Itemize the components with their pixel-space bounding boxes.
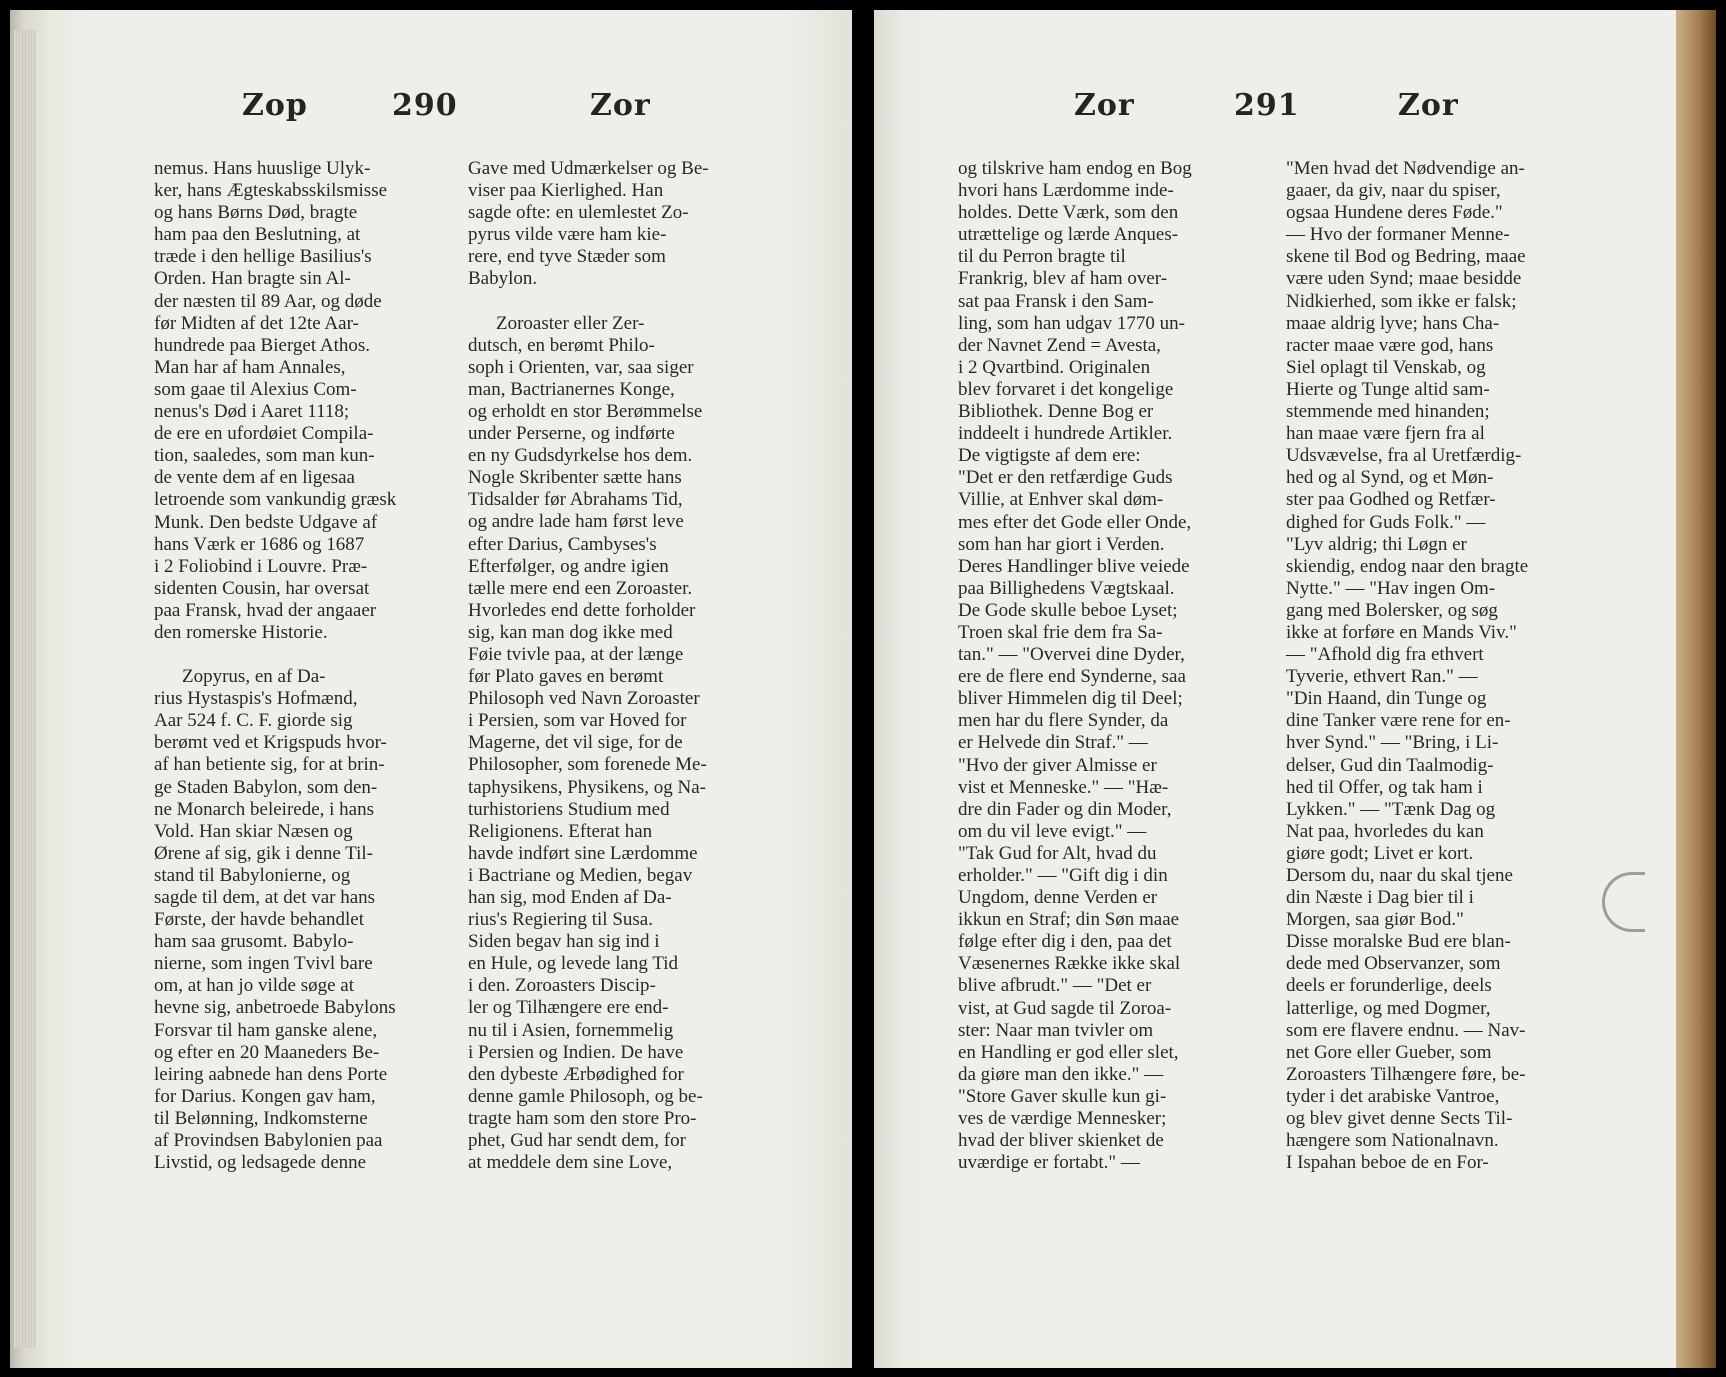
text-line: og erholdt en stor Berømmelse — [468, 400, 703, 422]
text-line: hængere som Nationalnavn. — [1286, 1130, 1499, 1152]
text-line: ker, hans Ægteskabsskilsmisse — [154, 180, 388, 202]
text-column-left — [154, 158, 451, 1174]
text-line: inddeelt i hundrede Artikler. — [958, 423, 1173, 445]
pencil-mark — [1602, 872, 1645, 932]
text-line: hed til Offer, og tak ham i — [1286, 776, 1483, 798]
text-line: ikkun en Straf; din Søn maae — [958, 909, 1180, 931]
text-line: Philosoph ved Navn Zoroaster — [468, 688, 700, 710]
text-line: hvad der bliver skienket de — [958, 1130, 1164, 1152]
text-line: ham paa den Beslutning, at — [154, 224, 361, 246]
text-line: Man har af ham Annales, — [154, 356, 346, 378]
text-line: en Handling er god eller slet, — [958, 1041, 1179, 1063]
text-line: utrættelige og lærde Anques- — [958, 224, 1179, 246]
text-line: De Gode skulle beboe Lyset; — [958, 599, 1178, 621]
text-line: bliver Himmelen dig til Deel; — [958, 688, 1183, 710]
text-line: "Store Gaver skulle kun gi- — [958, 1085, 1167, 1107]
text-line: racter maae være god, hans — [1286, 334, 1494, 356]
text-line: ster: Naar man tvivler om — [958, 1019, 1154, 1041]
text-line: Efterfølger, og andre igien — [468, 555, 669, 577]
text-line: i Persien, som var Hoved for — [468, 710, 687, 732]
text-line: leiring aabnede han dens Porte — [154, 1063, 388, 1085]
text-line: hevne sig, anbetroede Babylons — [154, 997, 396, 1019]
text-line: Zoroaster eller Zer- — [496, 312, 645, 334]
text-line: dighed for Guds Folk." — — [1286, 511, 1486, 533]
text-line: nenus's Død i Aaret 1118; — [154, 401, 350, 423]
text-line: sagde ofte: en ulemlestet Zo- — [468, 202, 689, 224]
text-line: rius's Regiering til Susa. — [468, 909, 653, 931]
text-line: hvori hans Lærdomme inde- — [958, 180, 1174, 202]
text-line: den romerske Historie. — [154, 621, 328, 643]
text-line: "Tak Gud for Alt, hvad du — [958, 842, 1157, 864]
text-line: hundrede paa Bierget Athos. — [154, 334, 370, 356]
text-column-right — [468, 158, 765, 1174]
text-line: tion, saaledes, som man kun- — [154, 445, 375, 467]
text-line: uværdige er fortabt." — — [958, 1152, 1140, 1174]
text-line: Hvorledes end dette forholder — [468, 599, 696, 621]
text-line: sagde til dem, at det var hans — [154, 887, 376, 908]
text-line: til du Perron bragte til — [958, 246, 1126, 268]
text-line: om du vil leve evigt." — — [958, 820, 1147, 842]
text-line: under Perserne, og indførte — [468, 423, 675, 445]
text-line: i Persien og Indien. De have — [468, 1041, 684, 1063]
text-line: nu til i Asien, fornemmelig — [468, 1019, 674, 1041]
text-line: Nogle Skribenter sætte hans — [468, 467, 682, 489]
text-line: — "Afhold dig fra ethvert — [1286, 644, 1484, 666]
text-line: nemus. Hans huuslige Ulyk- — [154, 158, 371, 179]
text-line: Zopyrus, en af Da- — [182, 666, 326, 688]
text-line: han maae være fjern fra al — [1286, 423, 1485, 445]
text-line: skiendig, endog naar den bragte — [1286, 555, 1529, 577]
text-line: han sig, mod Enden af Da- — [468, 887, 672, 908]
page-number: 290 — [392, 88, 458, 123]
text-line: en Hule, og levede lang Tid — [468, 953, 679, 975]
text-line: Zoroasters Tilhængere føre, be- — [1286, 1063, 1526, 1085]
text-line: Siden begav han sig ind i — [468, 931, 660, 953]
text-line: tælle mere end een Zoroaster. — [468, 577, 693, 599]
running-head-right: Zor — [1398, 88, 1459, 123]
text-line: tragte ham som den store Pro- — [468, 1107, 697, 1129]
text-line: dre din Fader og din Moder, — [958, 798, 1172, 820]
text-line: berømt ved et Krigspuds hvor- — [154, 732, 387, 754]
text-line: ge Staden Babylon, som den- — [154, 776, 378, 798]
text-line: og efter en 20 Maaneders Be- — [154, 1041, 380, 1063]
text-line: Vold. Han skiar Næsen og — [154, 820, 353, 842]
text-line: før Plato gaves en berømt — [468, 666, 664, 688]
text-line: holdes. Dette Værk, som den — [958, 202, 1179, 224]
running-head-left: Zop — [242, 88, 308, 123]
text-line: latterlige, og med Dogmer, — [1286, 997, 1491, 1019]
page-edge-stack — [14, 30, 36, 1348]
text-line: Hierte og Tunge altid sam- — [1286, 378, 1490, 400]
text-line: som han har giort i Verden. — [958, 533, 1165, 555]
paragraph-gave — [468, 158, 765, 291]
text-line: rere, end tyve Stæder som — [468, 246, 666, 268]
paragraph-zopyrus — [154, 666, 451, 1174]
text-line: "Hvo der giver Almisse er — [958, 754, 1157, 776]
text-line: der næsten til 89 Aar, og døde — [154, 290, 382, 312]
text-line: Ørene af sig, gik i denne Til- — [154, 842, 374, 864]
text-line: Lykken." — "Tænk Dag og — [1286, 798, 1496, 820]
text-line: Livstid, og ledsagede denne — [154, 1152, 367, 1174]
running-head-right: Zor — [590, 88, 651, 123]
text-line: en ny Gudsdyrkelse hos dem. — [468, 445, 693, 467]
text-line: giøre godt; Livet er kort. — [1286, 842, 1474, 864]
text-line: Ungdom, denne Verden er — [958, 887, 1158, 909]
text-line: Nytte." — "Hav ingen Om- — [1286, 577, 1496, 599]
text-line: i den. Zoroasters Discip- — [468, 975, 656, 997]
text-line: soph i Orienten, var, saa siger — [468, 356, 694, 378]
text-line: den dybeste Ærbødighed for — [468, 1063, 684, 1085]
text-line: blive afbrudt." — "Det er — [958, 975, 1152, 997]
left-page — [10, 10, 852, 1368]
text-line: delser, Gud din Taalmodig- — [1286, 754, 1494, 776]
text-line: Tidsalder før Abrahams Tid, — [468, 489, 683, 511]
text-line: af Provindsen Babylonien paa — [154, 1130, 383, 1152]
text-line: men har du flere Synder, da — [958, 710, 1169, 732]
text-line: Magerne, det vil sige, for de — [468, 732, 683, 754]
text-line: Væsenernes Række ikke skal — [958, 953, 1181, 975]
text-line: ster paa Godhed og Retfær- — [1286, 489, 1496, 511]
text-line: sidenten Cousin, har oversat — [154, 577, 370, 599]
text-line: sig, kan man dog ikke med — [468, 621, 673, 643]
text-line: blev forvaret i det kongelige — [958, 378, 1174, 400]
text-line: ler og Tilhængere ere end- — [468, 997, 669, 1019]
text-line: Troen skal frie dem fra Sa- — [958, 621, 1163, 643]
text-line: efter Darius, Cambyses's — [468, 533, 657, 555]
text-line: ves de værdige Mennesker; — [958, 1108, 1167, 1130]
text-line: taphysikens, Physikens, og Na- — [468, 776, 707, 798]
text-line: De vigtigste af dem ere: — [958, 445, 1141, 467]
running-head-left: Zor — [1074, 88, 1135, 123]
text-line: Frankrig, blev af ham over- — [958, 268, 1168, 290]
text-line: Villie, at Enhver skal døm- — [958, 489, 1164, 511]
text-line: vist, at Gud sagde til Zoroa- — [958, 997, 1172, 1019]
text-line: gang med Bolersker, og søg — [1286, 599, 1498, 621]
text-line: som ere flavere endnu. — Nav- — [1286, 1019, 1526, 1041]
text-line: til Belønning, Indkomsterne — [154, 1107, 368, 1129]
text-line: denne gamle Philosoph, og be- — [468, 1085, 703, 1107]
text-line: paa Fransk, hvad der angaaer — [154, 599, 377, 621]
text-line: og andre lade ham først leve — [468, 511, 684, 533]
text-line: dine Tanker være rene for en- — [1286, 710, 1511, 732]
text-line: dede med Observanzer, som — [1286, 953, 1501, 975]
text-line: Gave med Udmærkelser og Be- — [468, 158, 709, 179]
text-line: sat paa Fransk i den Sam- — [958, 290, 1154, 312]
text-line: Føie tvivle paa, at der længe — [468, 643, 684, 665]
text-line: hans Værk er 1686 og 1687 — [154, 533, 365, 555]
text-line: erholder." — "Gift dig i din — [958, 865, 1168, 886]
text-line: "Det er den retfærdige Guds — [958, 467, 1173, 489]
text-line: de ere en ufordøiet Compila- — [154, 423, 374, 445]
text-line: Første, der havde behandlet — [154, 909, 364, 931]
text-line: ne Monarch beleirede, i hans — [154, 798, 374, 820]
text-line: i 2 Foliobind i Louvre. Præ- — [154, 555, 368, 577]
text-line: paa Billighedens Vægtskaal. — [958, 577, 1175, 599]
text-line: er Helvede din Straf." — — [958, 732, 1148, 754]
text-line: maae aldrig lyve; hans Cha- — [1286, 312, 1500, 334]
text-line: hver Synd." — "Bring, i Li- — [1286, 732, 1499, 754]
paragraph-zend-avesta — [958, 158, 1257, 1174]
text-line: din Næste i Dag bier til i — [1286, 887, 1474, 909]
text-line: Philosopher, som forenede Me- — [468, 754, 707, 776]
text-line: Orden. Han bragte sin Al- — [154, 268, 351, 290]
text-line: ling, som han udgav 1770 un- — [958, 312, 1185, 334]
text-line: at meddele dem sine Love, — [468, 1152, 673, 1174]
text-line: om, at han jo vilde søge at — [154, 975, 354, 997]
text-line: for Darius. Kongen gav ham, — [154, 1085, 376, 1107]
text-line: mes efter det Gode eller Onde, — [958, 511, 1192, 533]
text-line: "Men hvad det Nødvendige an- — [1286, 158, 1525, 179]
text-line: og hans Børns Død, bragte — [154, 202, 358, 224]
text-line: Tyverie, ethvert Ran." — — [1286, 666, 1478, 688]
text-line: ogsaa Hundene deres Føde." — [1286, 202, 1503, 224]
text-line: Morgen, saa giør Bod." — [1286, 909, 1464, 931]
text-line: pyrus vilde være ham kie- — [468, 224, 667, 246]
text-line: ikke at forføre en Mands Viv." — [1286, 621, 1517, 643]
text-line: — Hvo der formaner Menne- — [1286, 224, 1510, 246]
text-line: Siel oplagt til Venskab, og — [1286, 356, 1486, 378]
text-line: hed og al Synd, og et Møn- — [1286, 467, 1494, 489]
text-line: træde i den hellige Basilius's — [154, 246, 372, 268]
right-page — [874, 10, 1716, 1368]
text-line: net Gore eller Gueber, som — [1286, 1041, 1492, 1063]
paragraph-zoroaster — [468, 313, 765, 1175]
text-line: Babylon. — [468, 268, 538, 290]
text-line: og blev givet denne Sects Til- — [1286, 1108, 1513, 1130]
text-line: og tilskrive ham endog en Bog — [958, 158, 1192, 179]
text-line: rius Hystaspis's Hofmænd, — [154, 688, 358, 710]
text-line: "Din Haand, din Tunge og — [1286, 688, 1487, 710]
text-line: de vente dem af en ligesaa — [154, 467, 355, 489]
text-line: havde indført sine Lærdomme — [468, 842, 698, 864]
text-column-right — [1286, 158, 1586, 1174]
text-line: phet, Gud har sendt dem, for — [468, 1130, 686, 1152]
text-line: skene til Bod og Bedring, maae — [1286, 246, 1526, 268]
text-line: Aar 524 f. C. F. giorde sig — [154, 710, 353, 732]
book-cover-edge — [1676, 10, 1716, 1368]
text-line: deels er forunderlige, deels — [1286, 975, 1492, 997]
text-line: Munk. Den bedste Udgave af — [154, 511, 378, 533]
text-line: Dersom du, naar du skal tjene — [1286, 865, 1513, 886]
text-line: Disse moralske Bud ere blan- — [1286, 931, 1511, 953]
text-column-left — [958, 158, 1257, 1174]
text-line: letroende som vankundig græsk — [154, 489, 397, 511]
text-line: da giøre man den ikke." — — [958, 1063, 1164, 1085]
text-line: turhistoriens Studium med — [468, 798, 670, 820]
text-line: stemmende med hinanden; — [1286, 401, 1490, 423]
text-line: i Bactriane og Medien, begav — [468, 864, 693, 886]
paragraph-precepts — [1286, 158, 1586, 1174]
text-line: Nidkierhed, som ikke er falsk; — [1286, 290, 1517, 312]
text-line: "Lyv aldrig; thi Løgn er — [1286, 533, 1467, 555]
text-line: tyder i det arabiske Vantroe, — [1286, 1085, 1500, 1107]
text-line: som gaae til Alexius Com- — [154, 378, 357, 400]
text-line: Forsvar til ham ganske alene, — [154, 1019, 378, 1041]
text-line: Udsvævelse, fra al Uretfærdig- — [1286, 445, 1522, 467]
text-line: i 2 Qvartbind. Originalen — [958, 356, 1151, 378]
text-line: af han betiente sig, for at brin- — [154, 754, 385, 776]
text-line: man, Bactrianernes Konge, — [468, 378, 675, 400]
text-line: stand til Babylonierne, og — [154, 864, 351, 886]
text-line: nierne, som ingen Tvivl bare — [154, 953, 373, 975]
paragraph-nemus — [154, 158, 451, 644]
text-line: før Midten af det 12te Aar- — [154, 312, 359, 334]
text-line: ham saa grusomt. Babylo- — [154, 931, 354, 953]
text-line: Bibliothek. Denne Bog er — [958, 401, 1154, 423]
text-line: tan." — "Overvei dine Dyder, — [958, 644, 1185, 666]
text-line: vist et Menneske." — "Hæ- — [958, 776, 1169, 798]
text-line: Nat paa, hvorledes du kan — [1286, 820, 1484, 842]
text-line: Religionens. Efterat han — [468, 820, 653, 842]
text-line: være uden Synd; maae besidde — [1286, 268, 1522, 290]
text-line: ere de flere end Synderne, saa — [958, 666, 1186, 688]
page-number: 291 — [1234, 88, 1300, 123]
text-line: der Navnet Zend = Avesta, — [958, 334, 1161, 356]
text-line: dutsch, en berømt Philo- — [468, 334, 655, 356]
text-line: følge efter dig i den, paa det — [958, 931, 1172, 953]
text-line: Deres Handlinger blive veiede — [958, 555, 1190, 577]
text-line: I Ispahan beboe de en For- — [1286, 1152, 1489, 1174]
text-line: gaaer, da giv, naar du spiser, — [1286, 180, 1501, 202]
text-line: viser paa Kierlighed. Han — [468, 180, 664, 202]
